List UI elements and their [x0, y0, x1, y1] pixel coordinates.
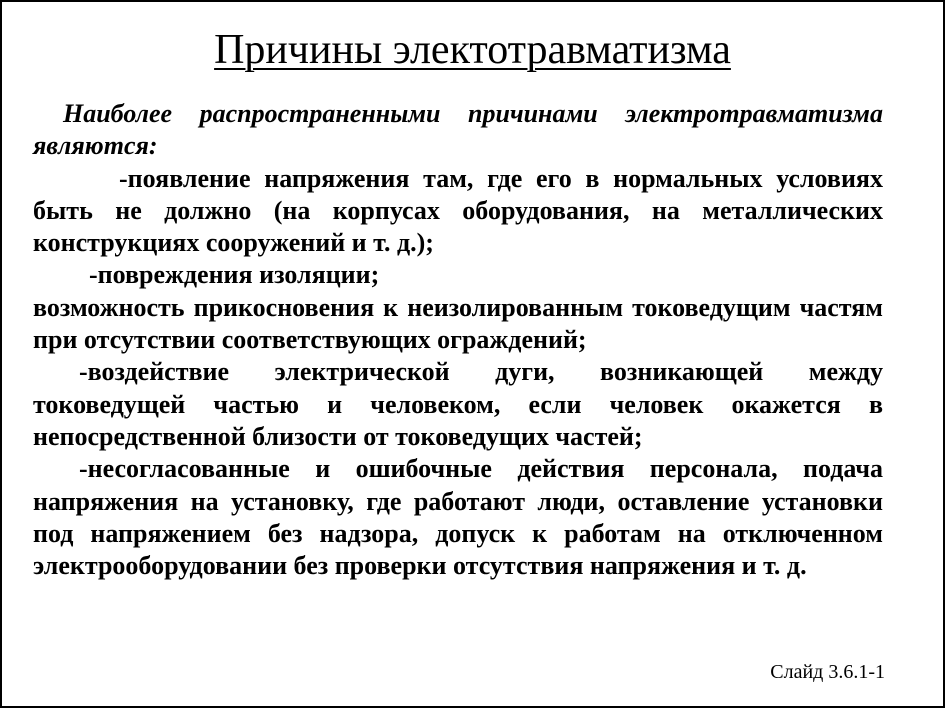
cause-item-arc: -воздействие электрической дуги, возникающей между токоведущей частью и человеком, если человек окажется в непосредственной близости от токоведущих частей; — [33, 357, 883, 451]
intro-paragraph: Наиболее распространенными причинами электротравматизма являются: — [33, 99, 883, 161]
cause-item-insulation: -повреждения изоляции; — [89, 260, 380, 290]
cause-item-contact: возможность прикосновения к неизолированным токоведущим частям при отсутствии соответствующих ограждений; — [33, 292, 883, 355]
slide-body — [33, 98, 883, 582]
slide-title-text: Причины электотравматизма — [214, 27, 731, 73]
slide-title — [2, 24, 943, 76]
slide-number: Слайд 3.6.1-1 — [770, 661, 885, 683]
cause-item-personnel: -несогласованные и ошибочные действия персонала, подача напряжения на установку, где работают люди, оставление установки под напряжением без надзора, допуск к работам на отключенном электрооборудовании без проверки отсутствия напряжения и т. д. — [33, 454, 883, 581]
cause-item-voltage: -появление напряжения там, где его в нормальных условиях быть не должно (на корпусах оборудования, на металлических конструкциях сооружений и т. д.); — [33, 163, 883, 258]
